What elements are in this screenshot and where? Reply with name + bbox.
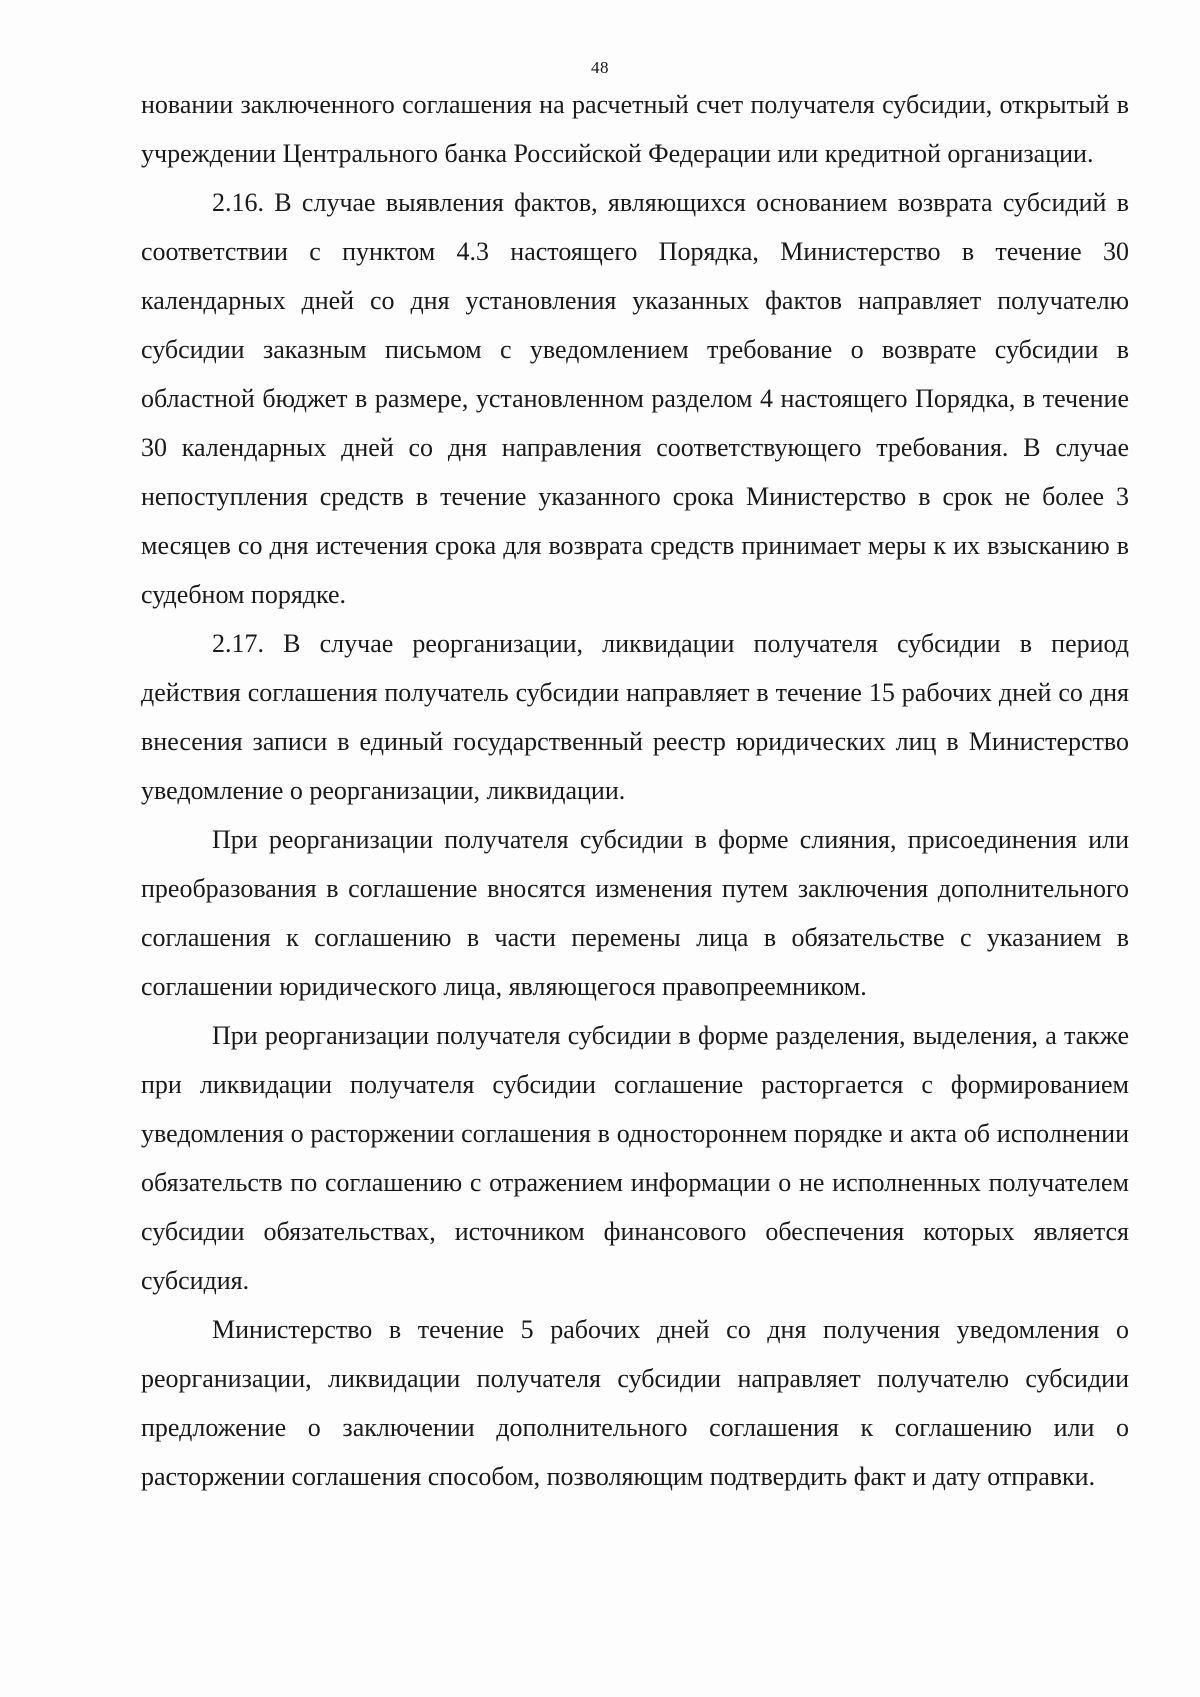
paragraph-continuation: новании заключенного соглашения на расчетный счет получателя субсидии, открытый в учреждении Центрального банка Российской Федерации или кредитной организации. [141, 90, 1129, 168]
paragraph-merger: При реорганизации получателя субсидии в форме слияния, присоединения или преобразования в соглашение вносятся изменения путем заключения дополнительного соглашения к соглашению в части перемены лица в обязательстве с указанием в соглашении юридического лица, являющегося правопреемником. [141, 825, 1129, 1001]
paragraph-ministry: Министерство в течение 5 рабочих дней со дня получения уведомления о реорганизации, ликвидации получателя субсидии направляет получателю субсидии предложение о заключении дополнительного соглашения к соглашению или о расторжении соглашения способом, позволяющим подтвердить факт и дату отправки. [141, 1315, 1129, 1491]
paragraph-2-16: 2.16. В случае выявления фактов, являющихся основанием возврата субсидий в соответствии с пунктом 4.3 настоящего Порядка, Министерство в течение 30 календарных дней со дня установления указанных фактов направляет получателю субсидии заказным письмом с уведомлением требование о возврате субсидии в областной бюджет в размере, установленном разделом 4 настоящего Порядка, в течение 30 календарных дней со дня направления соответствующего требования. В случае непоступления средств в течение указанного срока Министерство в срок не более 3 месяцев со дня истечения срока для возврата средств принимает меры к их взысканию в судебном порядке. [141, 188, 1129, 609]
page-number: 48 [591, 58, 609, 77]
paragraph-division: При реорганизации получателя субсидии в форме разделения, выделения, а также при ликвидации получателя субсидии соглашение расторгается с формированием уведомления о расторжении соглашения в одностороннем порядке и акта об исполнении обязательств по соглашению с отражением информации о не исполненных получателем субсидии обязательствах, источником финансового обеспечения которых является субсидия. [141, 1021, 1129, 1295]
paragraph-2-17: 2.17. В случае реорганизации, ликвидации получателя субсидии в период действия соглашения получатель субсидии направляет в течение 15 рабочих дней со дня внесения записи в единый государственный реестр юридических лиц в Министерство уведомление о реорганизации, ликвидации. [141, 629, 1129, 805]
document-body [141, 80, 1129, 1501]
